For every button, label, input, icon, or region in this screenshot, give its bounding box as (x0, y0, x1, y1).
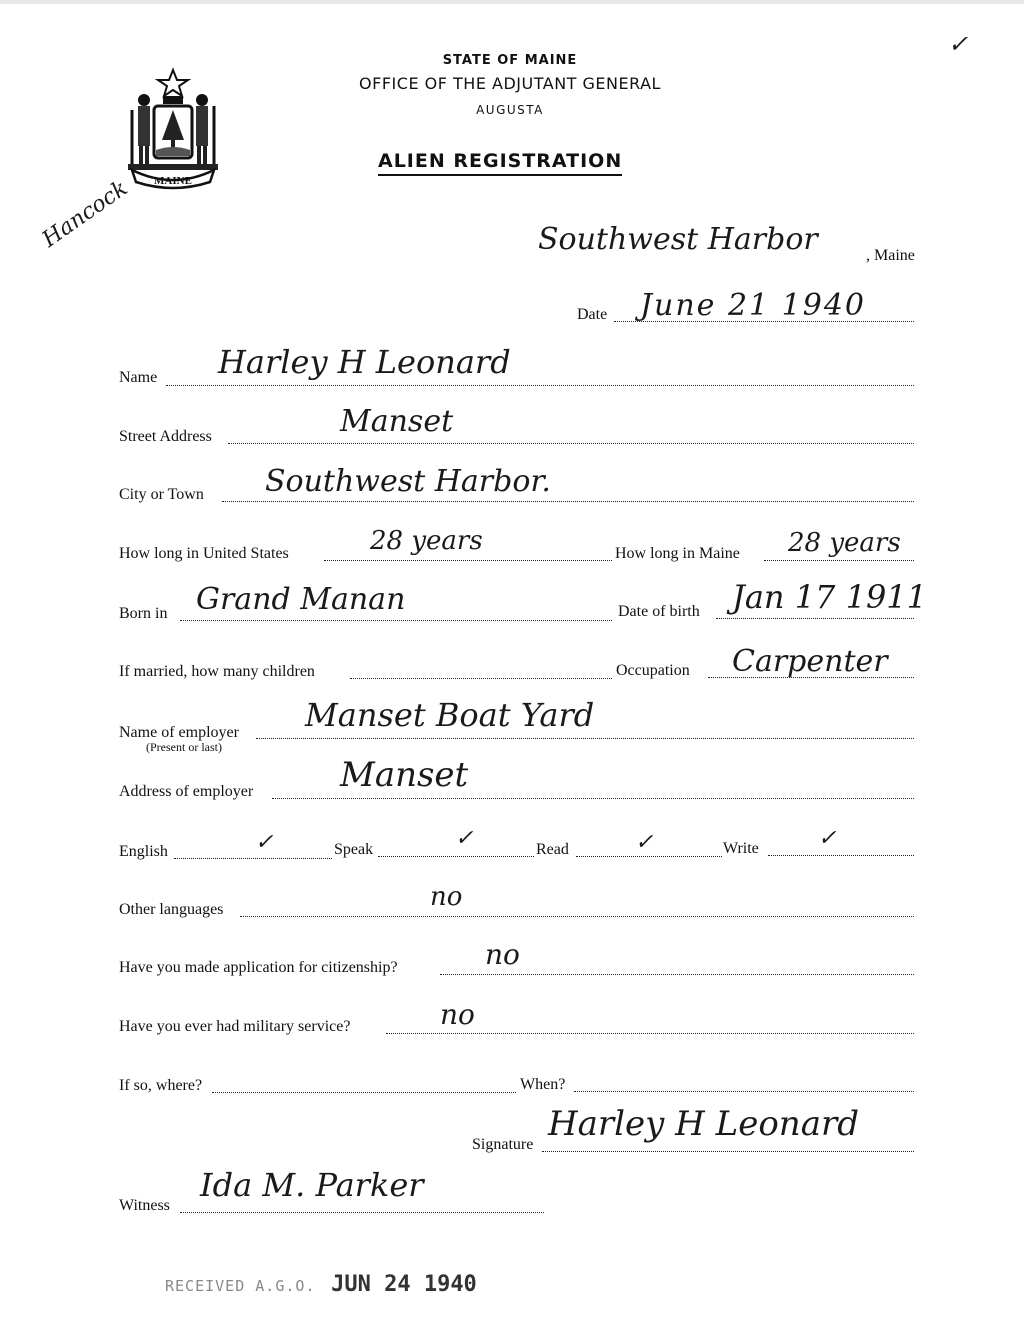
place-value: Southwest Harbor (538, 222, 818, 257)
name-label: Name (119, 369, 158, 386)
header-state: STATE OF MAINE (442, 53, 578, 68)
military-label: Have you ever had military service? (119, 1018, 351, 1035)
name-value: Harley H Leonard (218, 343, 511, 381)
svg-text:MAINE: MAINE (154, 175, 192, 187)
seal-icon (118, 66, 228, 192)
occupation-label: Occupation (616, 662, 690, 679)
margin-note-county: Hancock (38, 175, 133, 253)
witness-value: Ida M. Parker (200, 1166, 424, 1204)
margin-check-mark: ✓ (948, 30, 969, 58)
how-long-us-label: How long in United States (119, 545, 289, 562)
date-label: Date (577, 306, 608, 323)
header-city: AUGUSTA (476, 103, 544, 117)
received-stamp-prefix: RECEIVED A.G.O. (165, 1277, 316, 1295)
employer-sublabel: (Present or last) (146, 740, 222, 754)
how-long-maine-value: 28 years (788, 528, 901, 558)
military-value: no (440, 998, 475, 1031)
dob-label: Date of birth (618, 603, 700, 620)
how-long-maine-label: How long in Maine (615, 545, 740, 562)
employer-value: Manset Boat Yard (305, 696, 595, 734)
speak-label: Speak (334, 841, 374, 858)
signature-value: Harley H Leonard (548, 1104, 859, 1144)
citizenship-label: Have you made application for citizenship? (119, 959, 398, 976)
employer-address-label: Address of employer (119, 783, 254, 800)
received-stamp-date: JUN 24 1940 (331, 1272, 477, 1297)
children-label: If married, how many children (119, 663, 315, 680)
signature-label: Signature (472, 1136, 534, 1153)
write-value: ✓ (818, 826, 837, 851)
received-stamp (165, 1272, 477, 1297)
dob-value: Jan 17 1911 (732, 578, 928, 616)
street-label: Street Address (119, 428, 212, 445)
other-languages-label: Other languages (119, 901, 224, 918)
header-office: OFFICE OF THE ADJUTANT GENERAL (359, 74, 661, 93)
date-value: June 21 1940 (640, 288, 867, 323)
city-label: City or Town (119, 486, 204, 503)
place-suffix: , Maine (866, 247, 915, 264)
english-label: English (119, 843, 168, 860)
employer-address-value: Manset (340, 755, 469, 795)
citizenship-value: no (485, 938, 520, 971)
witness-label: Witness (119, 1197, 170, 1214)
employer-label: Name of employer (119, 724, 239, 741)
street-value: Manset (340, 404, 454, 439)
born-in-value: Grand Manan (196, 582, 406, 617)
write-label: Write (723, 840, 759, 857)
read-value: ✓ (635, 830, 654, 855)
maine-state-seal (118, 66, 228, 192)
where-label: If so, where? (119, 1077, 203, 1094)
other-languages-value: no (430, 882, 463, 912)
when-label: When? (520, 1076, 566, 1093)
read-label: Read (536, 841, 569, 858)
city-value: Southwest Harbor. (265, 464, 551, 499)
occupation-value: Carpenter (732, 644, 888, 679)
how-long-us-value: 28 years (370, 526, 483, 556)
english-value: ✓ (255, 830, 274, 855)
form-title: ALIEN REGISTRATION (378, 150, 622, 176)
speak-value: ✓ (455, 826, 474, 851)
born-in-label: Born in (119, 605, 168, 622)
scan-edge (0, 0, 1024, 4)
